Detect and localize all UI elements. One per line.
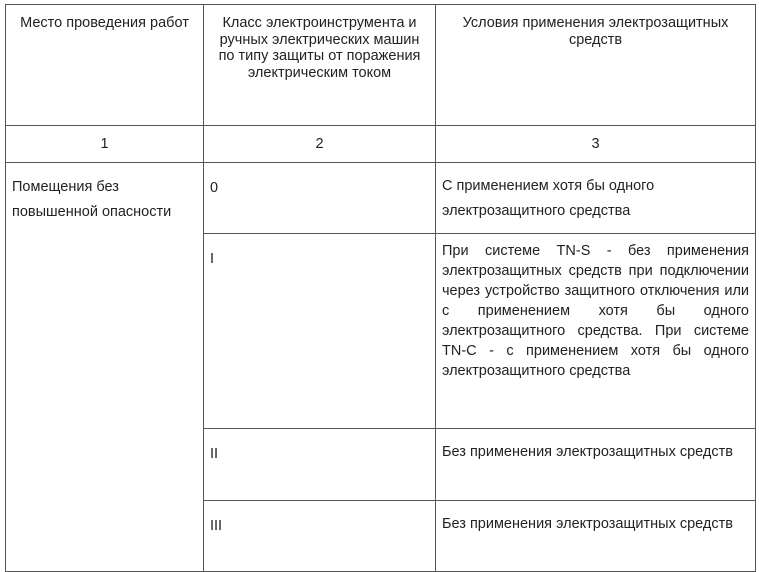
column-number-1: 1	[100, 136, 109, 152]
conditions-text: Без применения электрозащитных средств	[442, 516, 733, 532]
class-value: II	[210, 446, 219, 462]
class-value: 0	[210, 180, 219, 196]
conditions-text: Без применения электрозащитных средств	[442, 444, 733, 460]
class-cell	[204, 234, 436, 429]
column-number-3: 3	[591, 136, 600, 152]
column-number-row	[6, 126, 756, 163]
class-cell	[204, 429, 436, 501]
column-number-2: 2	[315, 136, 324, 152]
header-cell-place	[6, 5, 204, 126]
table-row	[6, 163, 756, 234]
class-value: III	[210, 518, 223, 534]
place-cell	[6, 163, 204, 572]
header-cell-conditions	[436, 5, 756, 126]
conditions-cell	[436, 429, 756, 501]
header-row	[6, 5, 756, 126]
place-text: Помещения без повышенной опасности	[12, 179, 172, 220]
conditions-text: С применением хотя бы одного электрозащитного средства	[442, 178, 655, 219]
column-number-cell	[204, 126, 436, 163]
conditions-text: При системе TN-S - без применения электрозащитных средств при подключении через устройство защитного отключения или с применением хотя бы одного электрозащитного средства. При системе TN-C - с применением хотя бы одного электрозащитного средства	[442, 243, 749, 379]
column-number-cell	[436, 126, 756, 163]
class-value: I	[210, 251, 215, 267]
header-cell-class	[204, 5, 436, 126]
conditions-cell	[436, 163, 756, 234]
class-cell	[204, 163, 436, 234]
header-class-text: Класс электроинструмента и ручных электрических машин по типу защиты от поражения электрическим током	[218, 15, 421, 81]
electrical-safety-table	[5, 4, 756, 572]
header-place-text: Место проведения работ	[20, 15, 189, 31]
class-cell	[204, 501, 436, 572]
column-number-cell	[6, 126, 204, 163]
header-conditions-text: Условия применения электрозащитных средств	[462, 15, 729, 48]
conditions-cell	[436, 234, 756, 429]
conditions-cell	[436, 501, 756, 572]
